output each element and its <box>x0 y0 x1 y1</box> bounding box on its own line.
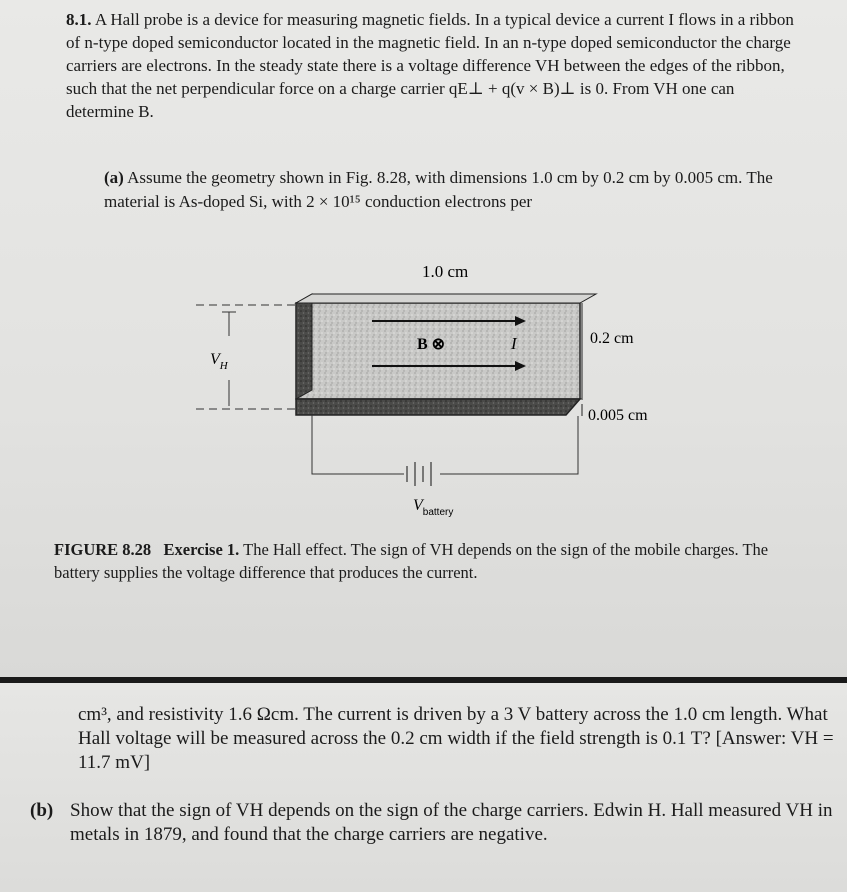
part-a-text: Assume the geometry shown in Fig. 8.28, with dimensions 1.0 cm by 0.2 cm by 0.005 cm. The material is As-doped Si, with 2 × 10¹⁵ conduction electrons per <box>104 168 773 211</box>
problem-text: A Hall probe is a device for measuring magnetic fields. In a typical device a current I flows in a ribbon of n-type doped semiconductor located in the magnetic field. In an n-type doped semiconductor the charge carriers are electrons. In the steady state there is a voltage difference VH between the edges of the ribbon, such that the net perpendicular force on a charge carrier qE⊥ + q(v × B)⊥ is 0. From VH one can determine B. <box>66 10 794 121</box>
field-label: B ⊗ <box>417 336 446 353</box>
problem-number: 8.1. <box>66 10 92 29</box>
hall-voltage-label: $V_H$ <box>210 351 228 372</box>
battery-wire <box>312 415 404 474</box>
caption-figure-number: FIGURE 8.28 <box>54 540 152 559</box>
part-b-label: (b) <box>30 800 54 821</box>
caption-exercise: Exercise 1. <box>163 540 240 559</box>
thickness-label: 0.005 cm <box>588 407 648 424</box>
slab-front-face <box>296 399 580 415</box>
slab-left-face <box>296 294 312 399</box>
length-label: 1.0 cm <box>422 262 469 281</box>
part-a-label: (a) <box>104 168 124 187</box>
current-label: I <box>511 334 517 353</box>
battery-label: $V_{battery}$ <box>413 497 454 518</box>
figure-caption <box>54 538 814 584</box>
caption-text: The Hall effect. The sign of VH depends on the sign of the mobile charges. The battery supplies the voltage difference that produces the current. <box>54 540 769 582</box>
part-a-continuation: cm³, and resistivity 1.6 Ωcm. The current is driven by a 3 V battery across the 1.0 cm length. What Hall voltage will be measured across the 0.2 cm width if the field strength is 0.1 T? [Answer: VH = 11.7 mV] <box>78 704 834 773</box>
width-label: 0.2 cm <box>590 330 634 347</box>
part-b-text: Show that the sign of VH depends on the sign of the charge carriers. Edwin H. Hall measured VH in metals in 1879, and found that the charge carriers are negative. <box>70 800 833 845</box>
